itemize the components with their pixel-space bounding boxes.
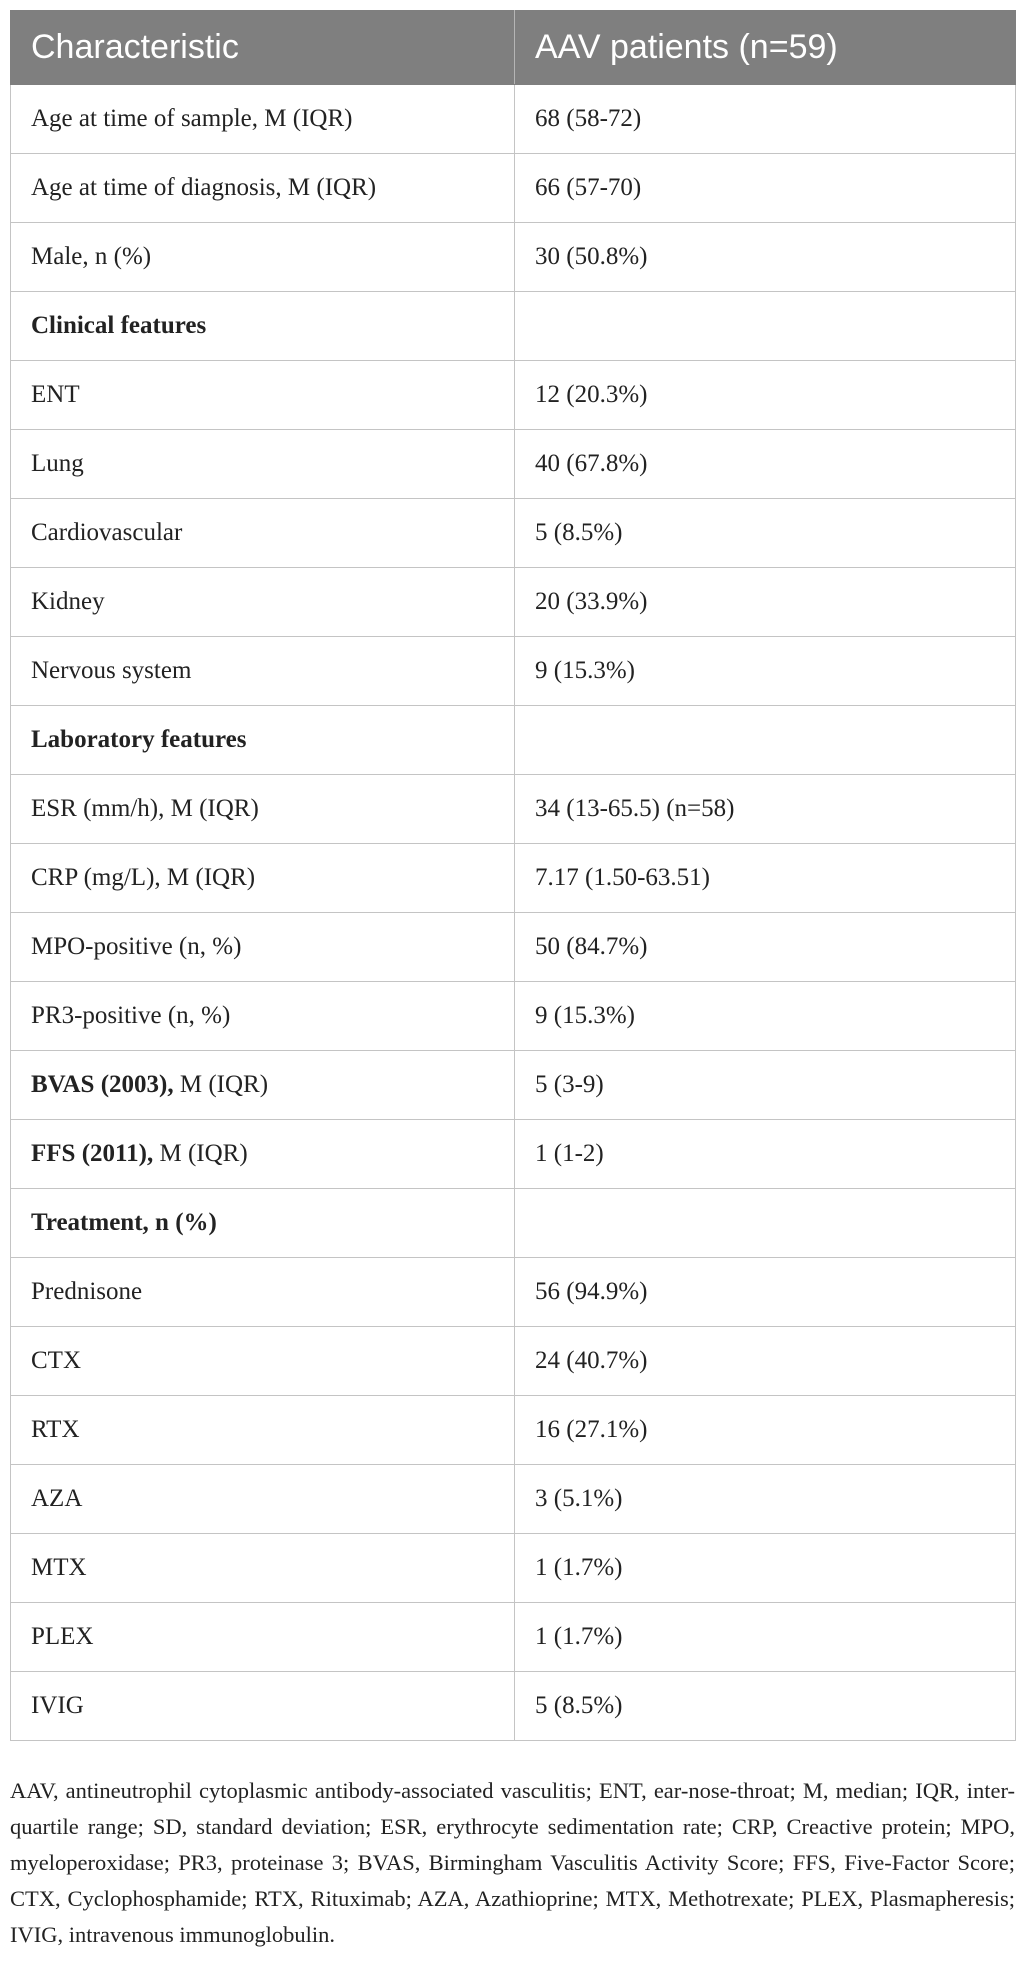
table-row [11, 430, 1016, 499]
row-label: Nervous system [11, 637, 515, 706]
section-row-laboratory-features [11, 706, 1016, 775]
row-label: MPO-positive (n, %) [11, 913, 515, 982]
table-row [11, 775, 1016, 844]
table-row [11, 913, 1016, 982]
table-row [11, 1672, 1016, 1741]
row-label: ESR (mm/h), M (IQR) [11, 775, 515, 844]
table-row [11, 1120, 1016, 1189]
row-label: AZA [11, 1465, 515, 1534]
row-label: Age at time of diagnosis, M (IQR) [11, 154, 515, 223]
row-label: Kidney [11, 568, 515, 637]
row-value [515, 706, 1016, 775]
table-row [11, 1258, 1016, 1327]
row-value: 50 (84.7%) [515, 913, 1016, 982]
row-label: ENT [11, 361, 515, 430]
row-value: 1 (1.7%) [515, 1534, 1016, 1603]
row-label: RTX [11, 1396, 515, 1465]
row-label: IVIG [11, 1672, 515, 1741]
row-value: 12 (20.3%) [515, 361, 1016, 430]
table-row [11, 1051, 1016, 1120]
row-value: 5 (8.5%) [515, 499, 1016, 568]
row-label: PR3-positive (n, %) [11, 982, 515, 1051]
row-label: MTX [11, 1534, 515, 1603]
table-row [11, 223, 1016, 292]
table-row [11, 1603, 1016, 1672]
characteristics-table-container [10, 10, 1015, 1741]
row-value: 40 (67.8%) [515, 430, 1016, 499]
row-value: 24 (40.7%) [515, 1327, 1016, 1396]
row-value: 66 (57-70) [515, 154, 1016, 223]
header-characteristic: Characteristic [11, 11, 515, 85]
row-value: 9 (15.3%) [515, 982, 1016, 1051]
row-label: CRP (mg/L), M (IQR) [11, 844, 515, 913]
row-value: 1 (1-2) [515, 1120, 1016, 1189]
row-label [11, 1051, 515, 1120]
characteristics-table [10, 10, 1016, 1741]
table-footnote: AAV, antineutrophil cytoplasmic antibody-associated vasculitis; ENT, ear-nose-throat; M, median; IQR, inter-quartile range; SD, standard deviation; ESR, erythrocyte sedimentation rate; CRP, Creactive protein; MPO, myeloperoxidase; PR3, proteinase 3; BVAS, Birmingham Vasculitis Activity Score; FFS, Five-Factor Score; CTX, Cyclophosphamide; RTX, Rituximab; AZA, Azathioprine; MTX, Methotrexate; PLEX, Plasmapheresis; IVIG, intravenous immunoglobulin. [10, 1777, 1015, 1947]
table-header-row [11, 11, 1016, 85]
table-row [11, 1396, 1016, 1465]
row-label: Cardiovascular [11, 499, 515, 568]
row-value: 20 (33.9%) [515, 568, 1016, 637]
section-heading: Laboratory features [11, 706, 515, 775]
row-label: Age at time of sample, M (IQR) [11, 85, 515, 154]
row-value: 3 (5.1%) [515, 1465, 1016, 1534]
row-value: 30 (50.8%) [515, 223, 1016, 292]
row-value [515, 292, 1016, 361]
section-heading: Treatment, n (%) [11, 1189, 515, 1258]
table-row [11, 982, 1016, 1051]
table-row [11, 1327, 1016, 1396]
header-aav-patients: AAV patients (n=59) [515, 11, 1016, 85]
row-value: 7.17 (1.50-63.51) [515, 844, 1016, 913]
row-label: CTX [11, 1327, 515, 1396]
row-value: 9 (15.3%) [515, 637, 1016, 706]
row-label: Prednisone [11, 1258, 515, 1327]
row-value: 34 (13-65.5) (n=58) [515, 775, 1016, 844]
row-label-rest: M (IQR) [153, 1140, 248, 1167]
table-row [11, 154, 1016, 223]
section-heading: Clinical features [11, 292, 515, 361]
row-label [11, 1120, 515, 1189]
row-value: 56 (94.9%) [515, 1258, 1016, 1327]
row-value: 5 (8.5%) [515, 1672, 1016, 1741]
section-row-clinical-features [11, 292, 1016, 361]
table-row [11, 1465, 1016, 1534]
table-row [11, 568, 1016, 637]
row-label: PLEX [11, 1603, 515, 1672]
table-row [11, 85, 1016, 154]
row-label: Male, n (%) [11, 223, 515, 292]
table-row [11, 637, 1016, 706]
row-label-rest: M (IQR) [173, 1071, 269, 1098]
section-row-treatment [11, 1189, 1016, 1258]
row-value: 68 (58-72) [515, 85, 1016, 154]
table-row [11, 1534, 1016, 1603]
table-row [11, 844, 1016, 913]
row-value: 5 (3-9) [515, 1051, 1016, 1120]
row-value [515, 1189, 1016, 1258]
row-label-bold: FFS (2011), [31, 1140, 154, 1167]
row-value: 16 (27.1%) [515, 1396, 1016, 1465]
table-row [11, 361, 1016, 430]
row-label: Lung [11, 430, 515, 499]
table-row [11, 499, 1016, 568]
row-label-bold: BVAS (2003), [31, 1071, 174, 1098]
row-value: 1 (1.7%) [515, 1603, 1016, 1672]
